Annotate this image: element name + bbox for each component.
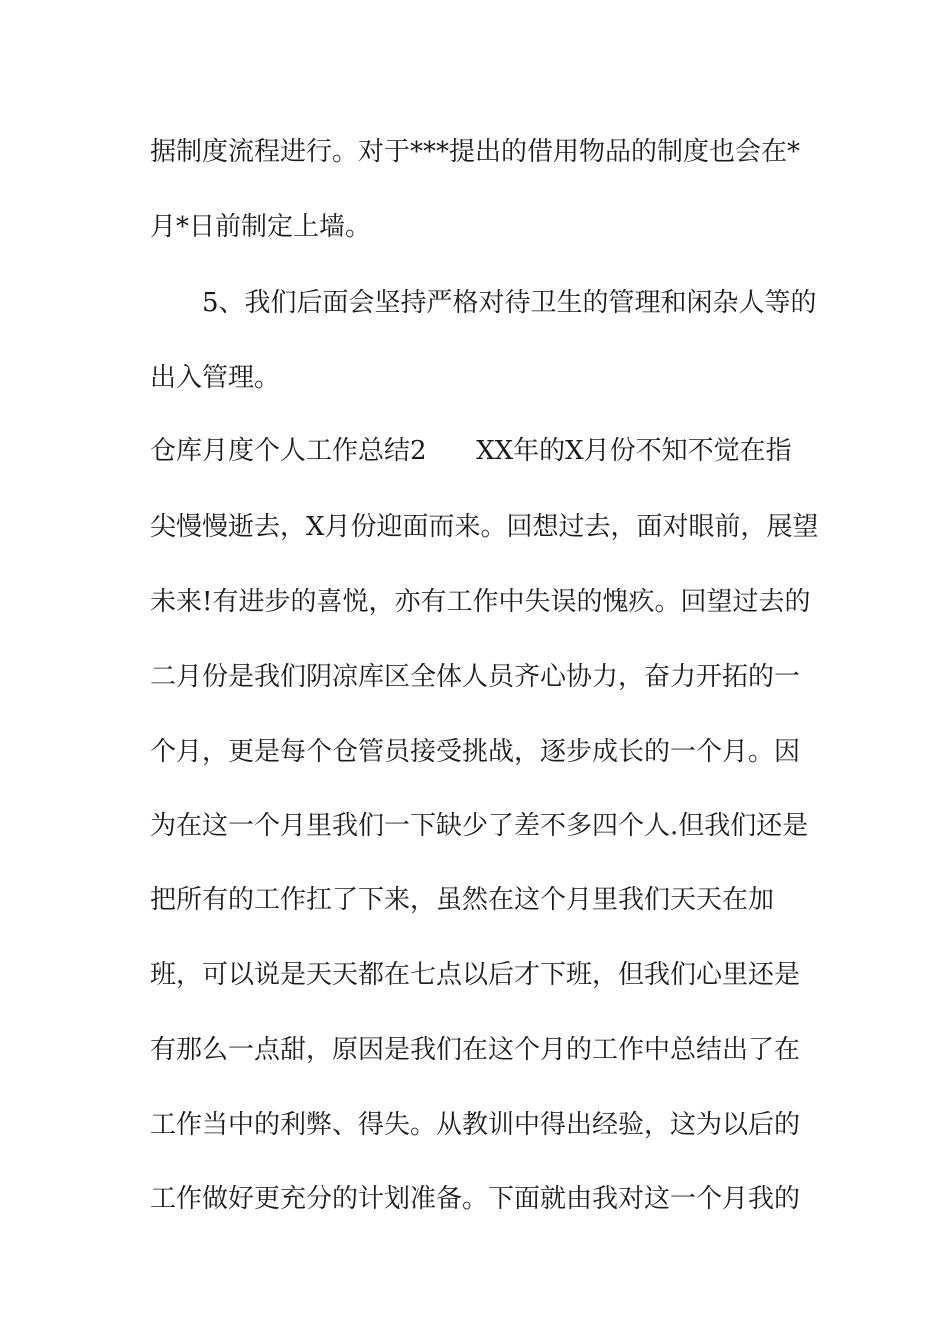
text-line-7: 未来!有进步的喜悦，亦有工作中失误的愧疚。回望过去的 xyxy=(150,587,811,617)
text-line-13: 有那么一点甜，原因是我们在这个月的工作中总结出了在 xyxy=(150,1035,801,1065)
text-line-4: 出入管理。 xyxy=(150,363,281,393)
text-line-1: 据制度流程进行。对于***提出的借用物品的制度也会在* xyxy=(150,137,801,167)
text-line-11: 把所有的工作扛了下来，虽然在这个月里我们天天在加 xyxy=(150,885,775,915)
section-heading-line: 仓库月度个人工作总结2 XX年的X月份不知不觉在指 xyxy=(150,436,792,466)
text-line-12: 班，可以说是天天都在七点以后才下班，但我们心里还是 xyxy=(150,960,801,990)
text-line-2: 月*日前制定上墙。 xyxy=(150,212,372,242)
text-line-10: 为在这一个月里我们一下缺少了差不多四个人.但我们还是 xyxy=(150,811,809,841)
text-line-6: 尖慢慢逝去，X月份迎面而来。回想过去，面对眼前，展望 xyxy=(150,512,819,542)
text-line-15: 工作做好更充分的计划准备。下面就由我对这一个月我的 xyxy=(150,1184,801,1214)
text-line-14: 工作当中的利弊、得失。从教训中得出经验，这为以后的 xyxy=(150,1110,801,1140)
text-line-9: 个月，更是每个仓管员接受挑战，逐步成长的一个月。因 xyxy=(150,737,801,767)
paragraph-item-5: 5、我们后面会坚持严格对待卫生的管理和闲杂人等的 xyxy=(202,288,817,318)
text-line-8: 二月份是我们阴凉库区全体人员齐心协力，奋力开拓的一 xyxy=(150,662,801,692)
